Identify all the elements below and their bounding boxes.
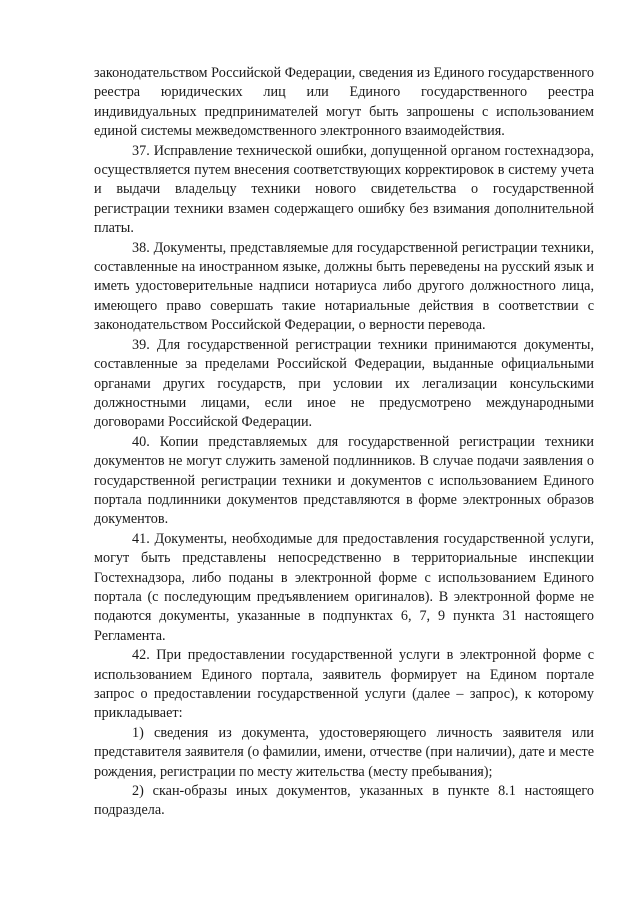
paragraph-continuation: законодательством Российской Федерации, сведения из Единого государственного реестра юридических лиц или Единого государственного реестра индивидуальных предпринимателей могут быть запрошены с использованием единой системы межведомственного электронного взаимодействия. (94, 65, 594, 140)
paragraph-39: 39. Для государственной регистрации техники принимаются документы, составленные за пределами Российской Федерации, выданные официальными органами других государств, при условии их легализации консульскими должностными лицами, если иное не предусмотрено международными договорами Российской Федерации. (94, 336, 594, 431)
paragraph-37: 37. Исправление технической ошибки, допущенной органом гостехнадзора, осуществляется путем внесения соответствующих корректировок в систему учета и выдачи владельцу техники нового свидетельства о государственной регистрации техники взамен содержащего ошибку без взимания дополнительной платы. (94, 142, 594, 237)
subitem-1: 1) сведения из документа, удостоверяющего личность заявителя или представителя заявителя (о фамилии, имени, отчестве (при наличии), дате и месте рождения, регистрации по месту жительства (месту пребывания); (94, 724, 594, 780)
subitem-2: 2) скан-образы иных документов, указанных в пункте 8.1 настоящего подраздела. (94, 783, 594, 819)
paragraph-41: 41. Документы, необходимые для предоставления государственной услуги, могут быть представлены непосредственно в территориальные инспекции Гостехнадзора, либо поданы в электронной форме с использованием Единого портала (с последующим предъявлением оригиналов). В электронной форме не подаются документы, указанные в подпунктах 6, 7, 9 пункта 31 настоящего Регламента. (94, 530, 594, 644)
paragraph-42: 42. При предоставлении государственной услуги в электронной форме с использованием Единого портала, заявитель формирует на Едином портале запрос о предоставлении государственной услуги (далее – запрос), к которому прикладывает: (94, 647, 594, 722)
paragraph-38: 38. Документы, представляемые для государственной регистрации техники, составленные на иностранном языке, должны быть переведены на русский язык и иметь удостоверительные надписи нотариуса либо другого должностного лица, имеющего право совершать такие нотариальные действия в соответствии с законодательством Российской Федерации, о верности перевода. (94, 239, 594, 334)
document-body (94, 64, 594, 821)
paragraph-40: 40. Копии представляемых для государственной регистрации техники документов не могут служить заменой подлинников. В случае подачи заявления о государственной регистрации техники и документов с использованием Единого портала подлинники документов представляются в форме электронных образов документов. (94, 433, 594, 528)
